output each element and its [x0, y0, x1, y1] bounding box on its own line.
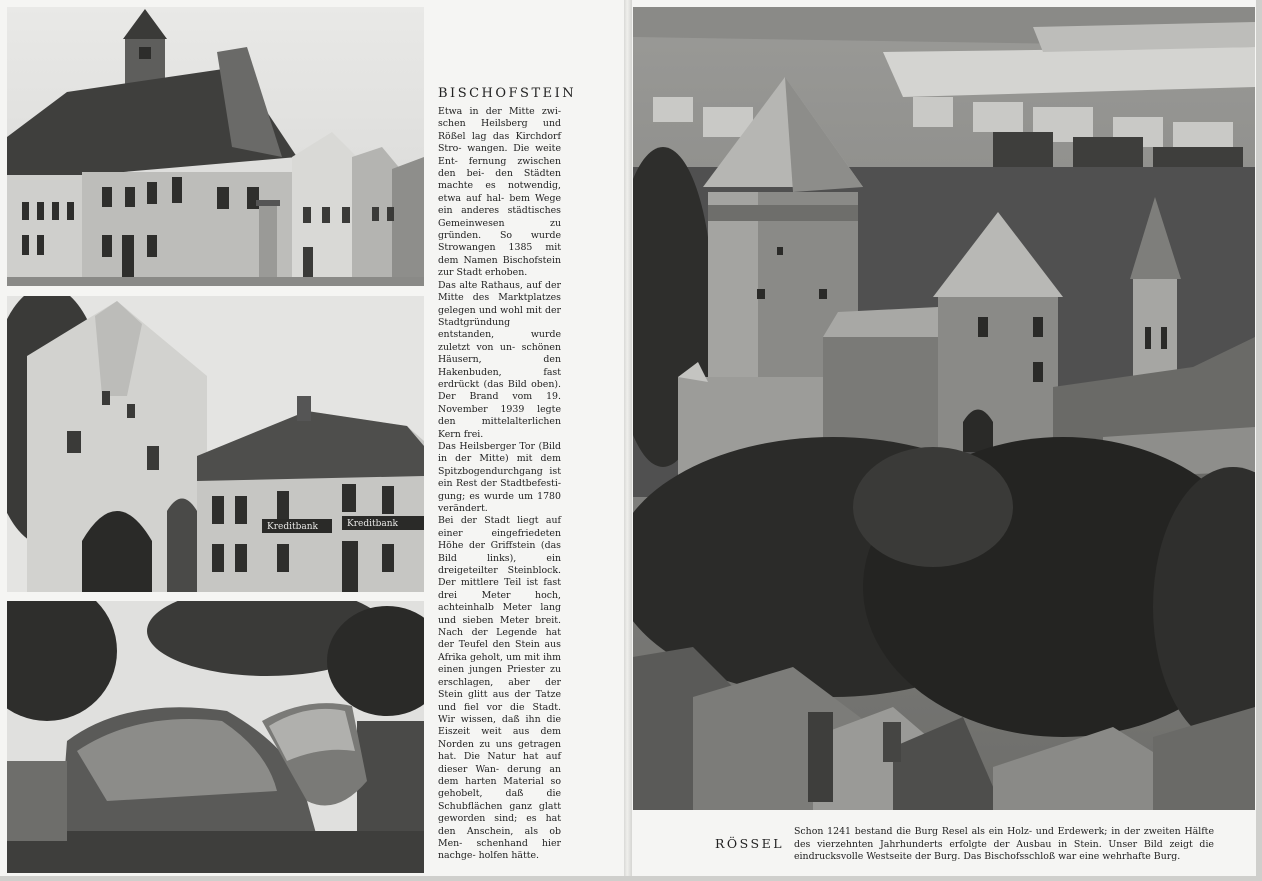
paragraph-griffstein: Bei der Stadt liegt auf einer eingefriedeten Höhe der Griffstein (das Bild links), ein dreigeteilter Steinblock. Der mittlere Teil ist fast drei Meter hoch, achteinhalb Meter lang und sieben Meter breit. Nach der Legende hat der Teufel den Stein aus Afrika geholt, um mit ihm einen jungen Priester zu erschlagen, aber der Stein glitt aus der Tatze und fiel vor die Stadt. Wir wissen, daß ihn die Eiszeit weit aus dem Norden zu uns getragen hat. Die Natur hat auf dieser Wan- derung an dem harten Material so gehobelt, daß die Schubflächen ganz glatt geworden sind; es hat den Anschein, als ob Men- schenhand hier nachge- holfen hätte.	[438, 515, 561, 862]
paragraph-heilsberger-tor: Das Heilsberger Tor (Bild in der Mitte) mit dem Spitzbogendurchgang ist ein Rest der Stadtbefesti- gung; es wurde um 1780 verändert.	[438, 440, 561, 514]
bank-sign-right: Kreditbank	[347, 519, 398, 529]
caption-text-roessel: Schon 1241 bestand die Burg Resel als ein Holz- und Erdewerk; in der zweiten Hälfte des vierzehnten Jahrhunderts erfolgte der Ausbau in Stein. Unser Bild zeigt die eindrucksvolle Westseite der Burg. Das Bischofsschloß war eine wehrhafte Burg.	[794, 826, 1214, 863]
section-title-bischofstein: BISCHOFSTEIN	[438, 86, 577, 101]
body-text-column	[438, 106, 561, 863]
photo-town-hall	[7, 7, 424, 286]
photo-griffstein	[7, 601, 424, 873]
paragraph-intro: Etwa in der Mitte zwi- schen Heilsberg und Rößel lag das Kirchdorf Stro- wangen. Die weite Ent- fernung zwischen den bei- den Städten machte es notwendig, etwa auf hal- bem Wege ein anderes städtisches Gemeinwesen zu gründen. So wurde Strowangen 1385 mit dem Namen Bischofstein zur Stadt erhoben.	[438, 106, 561, 279]
paragraph-rathaus: Das alte Rathaus, auf der Mitte des Marktplatzes gelegen und wohl mit der Stadtgründung entstanden, wurde zuletzt von un- schönen Häusern, den Hakenbuden, fast erdrückt (das Bild oben). Der Brand vom 19. November 1939 legte den mittelalterlichen Kern frei.	[438, 279, 561, 440]
page-edge-bottom	[0, 876, 1262, 881]
caption-title-roessel: RÖSSEL	[715, 836, 784, 851]
page-edge	[1256, 0, 1262, 881]
bank-sign-left: Kreditbank	[267, 522, 318, 532]
photo-heilsberger-tor	[7, 296, 424, 592]
photo-roessel-castle	[633, 7, 1255, 810]
book-gutter	[624, 0, 632, 881]
